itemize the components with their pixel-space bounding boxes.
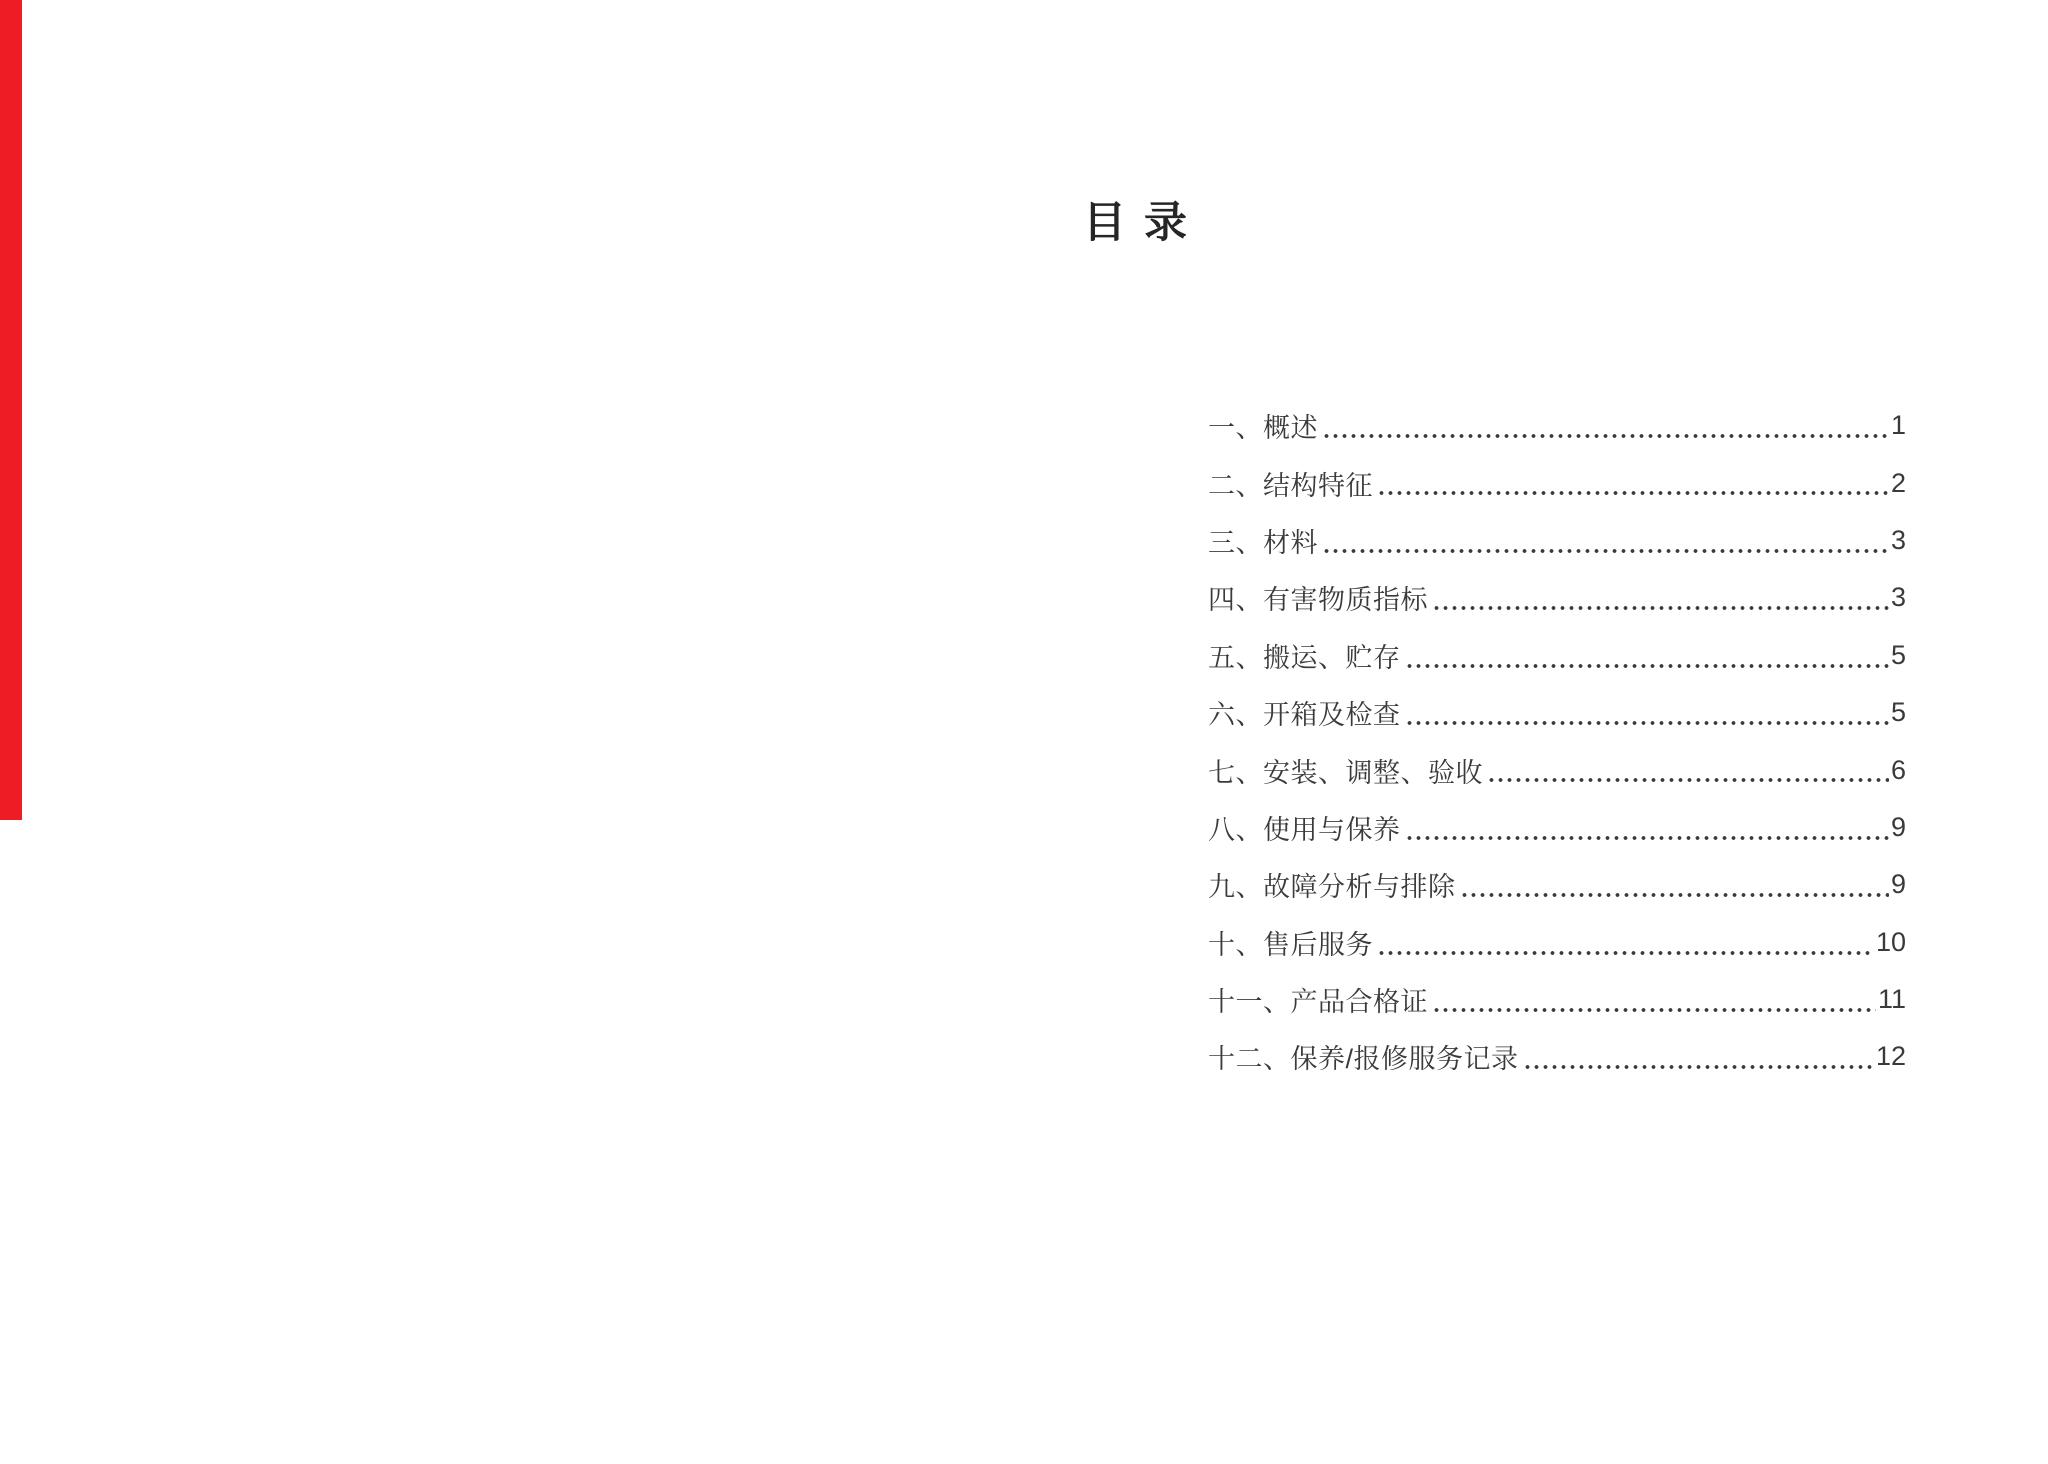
toc-dotted-leader [1403,799,1889,856]
toc-dotted-leader [1485,741,1889,798]
toc-row [1208,454,1906,511]
toc-page-number: 11 [1877,984,1906,1015]
toc-row [1208,856,1906,913]
toc-entry-label: 三、材料 [1208,527,1318,558]
toc-entry-label: 七、安装、调整、验收 [1208,757,1483,788]
toc-page-number: 6 [1890,754,1906,785]
toc-entry-label: 四、有害物质指标 [1208,585,1428,616]
toc-entry-label: 十二、保养/报修服务记录 [1208,1044,1519,1075]
toc-row [1208,397,1906,454]
toc-dotted-leader [1430,971,1876,1028]
toc-row [1208,741,1906,798]
toc-page-number: 2 [1890,467,1906,498]
toc-page-number: 5 [1890,639,1906,670]
toc-row [1208,914,1906,971]
toc-list [1208,397,1906,1086]
toc-dotted-leader [1403,684,1889,741]
toc-page-number: 9 [1890,869,1906,900]
toc-dotted-leader [1521,1028,1874,1085]
toc-dotted-leader [1375,914,1874,971]
toc-row [1208,799,1906,856]
toc-row [1208,971,1906,1028]
binding-edge-stripe [0,0,22,820]
toc-page-number: 5 [1890,697,1906,728]
toc-entry-label: 六、开箱及检查 [1208,700,1401,731]
toc-row [1208,627,1906,684]
toc-entry-label: 十、售后服务 [1208,929,1373,960]
toc-entry-label: 一、概述 [1208,413,1318,444]
toc-page-number: 9 [1890,811,1906,842]
page-title: 目 录 [1083,199,1190,247]
toc-dotted-leader [1320,512,1889,569]
toc-page-number: 10 [1875,926,1906,957]
toc-dotted-leader [1430,569,1889,626]
toc-entry-label: 十一、产品合格证 [1208,987,1428,1018]
toc-row [1208,684,1906,741]
toc-dotted-leader [1375,454,1889,511]
toc-page-number: 3 [1890,582,1906,613]
toc-entry-label: 九、故障分析与排除 [1208,872,1456,903]
toc-page-number: 1 [1890,410,1906,441]
toc-row [1208,1028,1906,1085]
toc-row [1208,569,1906,626]
toc-dotted-leader [1458,856,1889,913]
toc-entry-label: 八、使用与保养 [1208,814,1401,845]
toc-dotted-leader [1403,627,1889,684]
toc-dotted-leader [1320,397,1889,454]
toc-row [1208,512,1906,569]
toc-entry-label: 二、结构特征 [1208,470,1373,501]
toc-entry-label: 五、搬运、贮存 [1208,642,1401,673]
toc-page-number: 3 [1890,524,1906,555]
toc-page-number: 12 [1875,1041,1906,1072]
